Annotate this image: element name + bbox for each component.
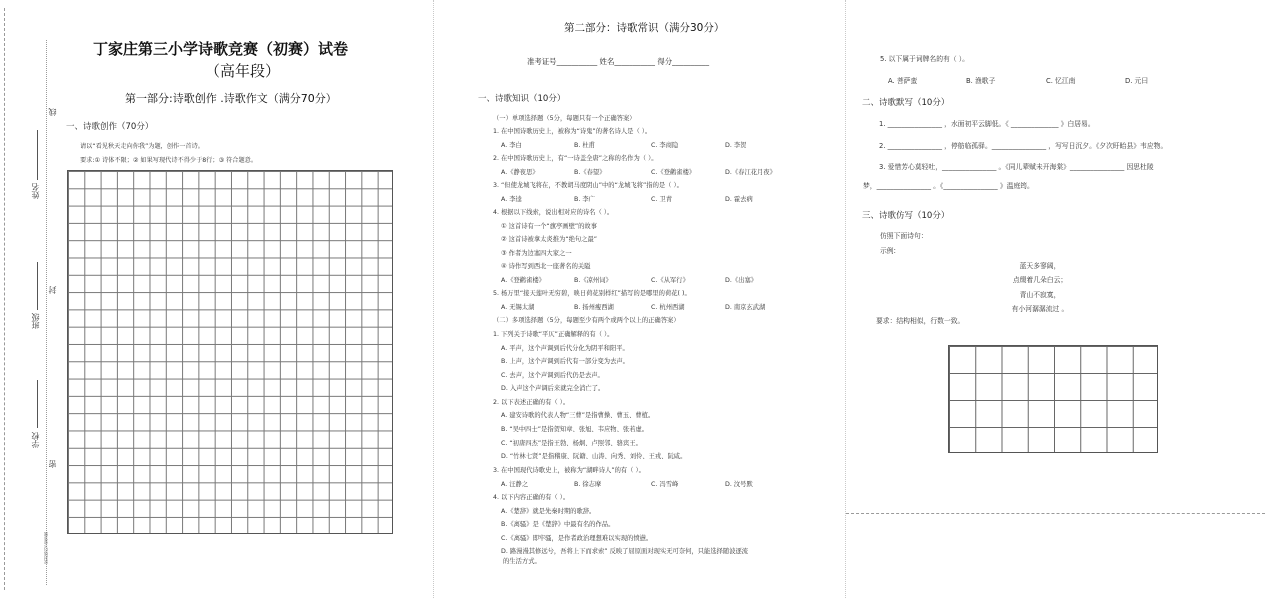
option: A. 建安诗歌的代表人物“三曹”是指曹操、曹玉、曹植。 xyxy=(501,412,655,419)
question-line: 2. 以下表述正确的有（ ）。 xyxy=(493,399,570,406)
option: C.《从军行》 xyxy=(651,277,689,284)
section-dictation: 二、诗歌默写（10分） xyxy=(862,98,950,108)
q5-option-d: D. 元曰 xyxy=(1125,77,1149,85)
binding-dashed-line xyxy=(4,8,5,590)
poem-line-4: 有小河潺潺流过 。 xyxy=(1011,305,1069,313)
imitation-instruction: 仿照下面诗句： xyxy=(880,232,928,240)
option: A.《楚辞》就是先秦时期的歌辞。 xyxy=(501,508,596,515)
writing-prompt: 请以“看见秋天走向你我”为题，创作一首诗。 xyxy=(80,143,204,150)
option: B. 徐志摩 xyxy=(574,481,602,488)
poem-line-2: 点缀着几朵白云； xyxy=(1012,276,1068,284)
option: D. 霍去病 xyxy=(725,196,753,203)
part1-heading: 第一部分:诗歌创作 .诗歌作文（满分70分） xyxy=(125,92,337,105)
option: A.《静夜思》 xyxy=(501,169,539,176)
example-label: 示例: xyxy=(880,247,896,255)
option: D. 李贺 xyxy=(725,142,747,149)
clue-line: ④ 诗作写到西北一座著名的关隘 xyxy=(501,263,591,270)
school-label: 学校 xyxy=(31,432,40,448)
imitation-writing-grid[interactable] xyxy=(948,345,1158,453)
option: C. 杭州西湖 xyxy=(651,304,685,311)
q5-option-a: A. 菩萨蛮 xyxy=(888,77,918,85)
dictation-3: 3. 爱惜芳心莫轻吐，________________ 。《同儿辈赋未开海棠》________________ 因思杜陵 xyxy=(879,163,1154,171)
question-line: 3. 在中国现代诗歌史上，被称为“湖畔诗人”的有（ ）。 xyxy=(493,467,645,474)
binding-dashed-line-inner xyxy=(46,40,47,585)
candidate-info-line: 准考证号___________ 姓名___________ 得分__________ xyxy=(527,57,710,66)
exam-subtitle: （高年段） xyxy=(205,62,281,80)
margin-mid-mark: 封 xyxy=(48,286,57,294)
section-imitation: 三、诗歌仿写（10分） xyxy=(862,211,950,221)
question-line: 5. 杨万里“接天莲叶无穷碧，映日荷花别样红”描写的是哪里的荷花( )。 xyxy=(493,290,691,297)
option: A. 无锡太湖 xyxy=(501,304,535,311)
option: C. 卫青 xyxy=(651,196,672,203)
class-underline xyxy=(37,262,38,310)
page3-bottom-dashed-line xyxy=(846,513,1265,514)
clue-line: ① 这首诗有一个“旗亭画壁”的故事 xyxy=(501,223,598,230)
writing-requirement: 要求:① 诗体不限；② 如果写现代诗不得少于8行；③ 符合题意。 xyxy=(80,157,258,164)
writing-grid[interactable] xyxy=(67,170,393,534)
option: D.《出塞》 xyxy=(725,277,758,284)
option: C. 冯雪峰 xyxy=(651,481,679,488)
question-line: （一）单项选择题（5分，每题只有一个正确答案） xyxy=(493,115,636,122)
question-line: 1. 在中国诗歌历史上，被称为“诗鬼”的著名诗人是（ ）。 xyxy=(493,128,652,135)
option: C.《离骚》即牢骚，是作者政治理想难以实现的愤懑。 xyxy=(501,535,653,542)
option: D. 汶号默 xyxy=(725,481,753,488)
option-continued: 的生活方式。 xyxy=(503,558,541,565)
question-line: 4. 根据以下线索，说出相对应的诗名（ ）。 xyxy=(493,209,614,216)
question-line: 4. 以下内容正确的有（ ）。 xyxy=(493,494,570,501)
option: B. 上声，这个声调到后代有一部分变为去声。 xyxy=(501,358,629,365)
option: B. 扬州瘦西湖 xyxy=(574,304,614,311)
option: B. “吴中四士”是指贺知章、张旭、韦应物、张若虚。 xyxy=(501,426,649,433)
option: A. 李逵 xyxy=(501,196,522,203)
option: D. 路漫漫其修远兮，吾将上下而求索” 反映了屈原面对现实无可奈何，只能选择随波逐流 xyxy=(501,548,749,555)
option: A. 平声，这个声调到后代分化为阴平和阳平。 xyxy=(501,345,629,352)
class-label: 班级 xyxy=(31,313,40,329)
question-line: 2. 在中国诗歌历史上，有“一诗盖全唐”之称的名作为（ ）。 xyxy=(493,155,658,162)
option: D. 南京玄武湖 xyxy=(725,304,766,311)
page-divider-1 xyxy=(433,0,434,598)
option: C.《登鹳雀楼》 xyxy=(651,169,696,176)
imitation-requirement: 要求：结构相似，行数一致。 xyxy=(876,317,965,325)
option: B.《离骚》是《楚辞》中最有名的作品。 xyxy=(501,521,615,528)
option: C. 李商隐 xyxy=(651,142,679,149)
section-poetry-creation: 一、诗歌创作（70分） xyxy=(66,122,154,132)
seal-note: 密封线内不要答题 xyxy=(43,532,48,564)
clue-line: ③ 作者为边塞四大家之一 xyxy=(501,250,572,257)
margin-top-mark: 线 xyxy=(48,108,57,116)
option: C. 去声，这个声调到后代仍是去声。 xyxy=(501,372,604,379)
option: D. “竹林七贤”是指稽康、阮籍、山涛、向秀、刘伶、王戎、阮咸。 xyxy=(501,453,687,460)
poem-line-3: 青山不寂寞， xyxy=(1019,291,1061,299)
exam-title: 丁家庄第三小学诗歌竞赛（初赛）试卷 xyxy=(93,40,349,58)
option: B.《凉州词》 xyxy=(574,277,612,284)
q5-option-c: C. 忆江南 xyxy=(1046,77,1076,85)
dictation-1: 1. ________________ ，水面初平云脚低。《 ______________ 》白居易。 xyxy=(879,120,1095,128)
question-line: 3. “但使龙城飞将在，不教胡马度阴山”中的“龙城飞将”指的是（ ）。 xyxy=(493,182,683,189)
option: A.《登鹳雀楼》 xyxy=(501,277,545,284)
option: A. 汪静之 xyxy=(501,481,529,488)
option: B.《春望》 xyxy=(574,169,606,176)
dictation-3-cont: 梦，________________ 。《________________ 》温庭筠。 xyxy=(863,182,1034,190)
clue-line: ② 这首诗被拿太炎推为“绝句之最” xyxy=(501,236,598,243)
section-poetry-knowledge: 一、诗歌知识（10分） xyxy=(478,94,566,104)
name-underline xyxy=(37,130,38,180)
question-line: 1. 下列关于诗歌“平仄”正确解释的有（ ）。 xyxy=(493,331,614,338)
page-divider-2 xyxy=(845,0,846,598)
option: D. 入声这个声调后来就完全消亡了。 xyxy=(501,385,605,392)
dictation-2: 2. ________________ ，停舫临孤驿。________________ ，写写日沉夕。《夕次盱眙县》韦应物。 xyxy=(879,142,1168,150)
school-underline xyxy=(37,380,38,428)
name-label: 姓名 xyxy=(31,183,40,199)
option: C. “初唐四杰”是指王勃、杨炯、卢照邻、骆宾王。 xyxy=(501,440,642,447)
subsection-heading: （二）多项选择题（5分，每题至少有两个或两个以上的正确答案） xyxy=(493,317,680,324)
part2-heading: 第二部分：诗歌常识（满分30分） xyxy=(564,22,725,34)
option: B. 杜甫 xyxy=(574,142,595,149)
margin-bottom-mark: 密 xyxy=(48,460,57,468)
q5-option-b: B. 渔歌子 xyxy=(966,77,996,85)
question-5: 5. 以下属于词牌名的有（ ）。 xyxy=(880,55,969,63)
option: B. 李广 xyxy=(574,196,595,203)
option: A. 李白 xyxy=(501,142,522,149)
option: D.《春江花月夜》 xyxy=(725,169,776,176)
poem-line-1: 蓝天多寥阔， xyxy=(1019,262,1061,270)
